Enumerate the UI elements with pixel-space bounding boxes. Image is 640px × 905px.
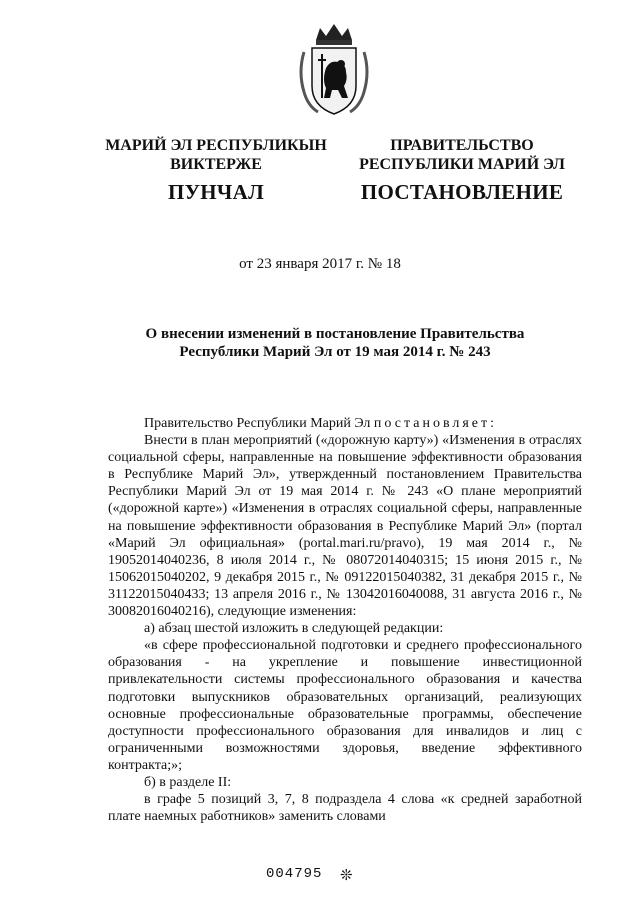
paragraph-item-a: а) абзац шестой изложить в следующей редакции: (144, 621, 444, 637)
header-right (352, 136, 572, 205)
header-right-title: ПОСТАНОВЛЕНИЕ (360, 180, 564, 204)
header-left-line2: ВИКТЕРЖЕ (170, 156, 262, 173)
title-line2: Республики Марий Эл от 19 мая 2014 г. № 243 (179, 344, 491, 360)
preamble-text: Правительство Республики Марий Эл (144, 416, 374, 431)
document-body (108, 415, 582, 825)
paragraph-quote: «в сфере профессиональной подготовки и среднего профессионального образования - на укрепление и повышение инвестиционной привлекательности системы профессионального образования и качества подготовки выпускников образовательных организаций, реализующих основные профессиональные образовательные программы, обеспечение доступности профессионального образования для инвалидов и лиц с ограниченными возможностями здоровья, введение эффективного контракта;»; (108, 638, 582, 773)
header-right-line1: ПРАВИТЕЛЬСТВО (390, 137, 534, 154)
header-left-line1: МАРИЙ ЭЛ РЕСПУБЛИКЫН (105, 137, 327, 154)
document-title (110, 325, 560, 361)
footer-ornament-icon: ❊ (340, 868, 353, 884)
coat-of-arms-icon (296, 22, 372, 118)
title-line1: О внесении изменений в постановление Правительства (145, 326, 525, 342)
paragraph-main: Внести в план мероприятий («дорожную карту») «Изменения в отраслях социальной сферы, направленные на повышение эффективности образования в Республике Марий Эл», утвержденный постановлением Правительства Республики Марий Эл от 19 мая 2014 г. № 243 «О плане мероприятий («дорожной карте») «Изменения в отраслях социальной сферы, направленные на повышение эффективности образования в Республике Марий Эл» (портал «Марий Эл официальная» (portal.mari.ru/pravo), 19 мая 2014 г., № 19052014040236, 8 июля 2014 г., № 08072014040315; 15 июня 2015 г., № 15062015040202, 9 декабря 2015 г., № 09122015040382, 31 декабря 2015 г., № 31122015040433; 13 апреля 2016 г., № 13042016040088, 31 августа 2016 г., № 30082016040216), следующие изменения: (108, 433, 582, 620)
paragraph-item-b: б) в разделе II: (144, 774, 232, 790)
header-left-title: ПУНЧАЛ (167, 180, 265, 204)
paragraph-preamble (108, 415, 582, 432)
header-right-line2: РЕСПУБЛИКИ МАРИЙ ЭЛ (359, 156, 565, 173)
preamble-decree: постановляет: (373, 416, 498, 431)
document-date: от 23 января 2017 г. № 18 (239, 256, 401, 272)
paragraph-column5: в графе 5 позиций 3, 7, 8 подраздела 4 слова «к средней заработной плате наемных работников» заменить словами (108, 792, 582, 825)
header-left (96, 136, 336, 205)
serial-number: 004795 (266, 866, 323, 882)
